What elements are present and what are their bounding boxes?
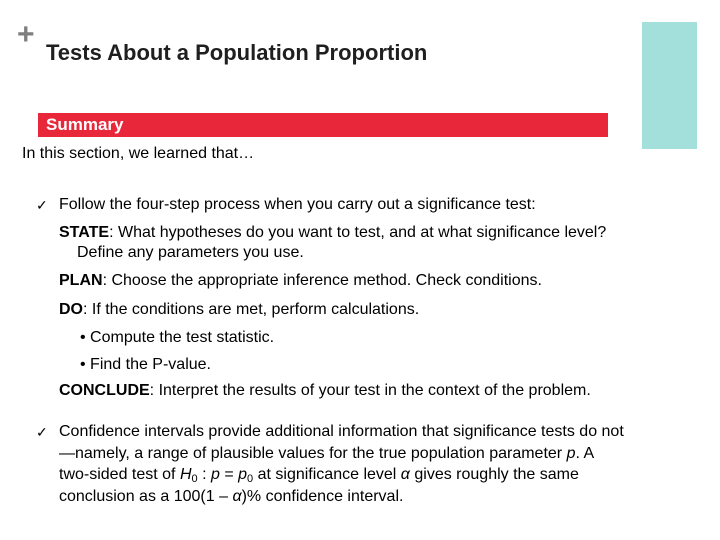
bullet-confidence-line2: —namely, a range of plausible values for the true population parameter p. A bbox=[59, 445, 595, 462]
summary-bar bbox=[38, 113, 608, 137]
bullet-four-step: Follow the four-step process when you carry out a significance test: bbox=[59, 196, 536, 213]
alpha-symbol: α bbox=[400, 466, 410, 483]
plan-label: PLAN bbox=[59, 272, 103, 289]
plan-text: : Choose the appropriate inference method. Check conditions. bbox=[102, 272, 542, 289]
conclude-text: : Interpret the results of your test in the context of the problem. bbox=[149, 382, 591, 399]
parameter-p: p bbox=[566, 445, 576, 462]
step-state-cont: Define any parameters you use. bbox=[77, 244, 304, 261]
slide-title: Tests About a Population Proportion bbox=[46, 40, 428, 65]
step-conclude bbox=[59, 381, 591, 400]
step-do bbox=[59, 300, 419, 319]
accent-block bbox=[642, 22, 697, 149]
conclude-label: CONCLUDE bbox=[59, 382, 150, 399]
bullet-confidence-line1: Confidence intervals provide additional information that significance tests do not bbox=[59, 423, 624, 440]
state-text: : What hypotheses do you want to test, and at what significance level? bbox=[109, 224, 607, 241]
summary-label: Summary bbox=[46, 115, 124, 134]
do-text: : If the conditions are met, perform calculations. bbox=[83, 301, 420, 318]
sub-bullet-test-statistic: • Compute the test statistic. bbox=[80, 329, 275, 346]
step-plan bbox=[59, 271, 542, 290]
plus-decoration: + bbox=[17, 18, 35, 51]
state-label: STATE bbox=[59, 224, 110, 241]
null-hypothesis-symbol: H bbox=[179, 466, 192, 483]
checkmark-icon: ✓ bbox=[36, 197, 48, 213]
intro-text: In this section, we learned that… bbox=[22, 145, 255, 162]
step-state bbox=[59, 223, 606, 242]
sub-bullet-p-value: • Find the P-value. bbox=[80, 356, 211, 373]
checkmark-icon: ✓ bbox=[36, 424, 48, 440]
bullet-confidence-line3: two-sided test of $H_0$ : $p = p_0$ at significance level α gives roughly the same bbox=[59, 466, 579, 485]
bullet-confidence-line4: conclusion as a 100(1 – α)% confidence interval. bbox=[59, 488, 404, 505]
do-label: DO bbox=[59, 301, 83, 318]
